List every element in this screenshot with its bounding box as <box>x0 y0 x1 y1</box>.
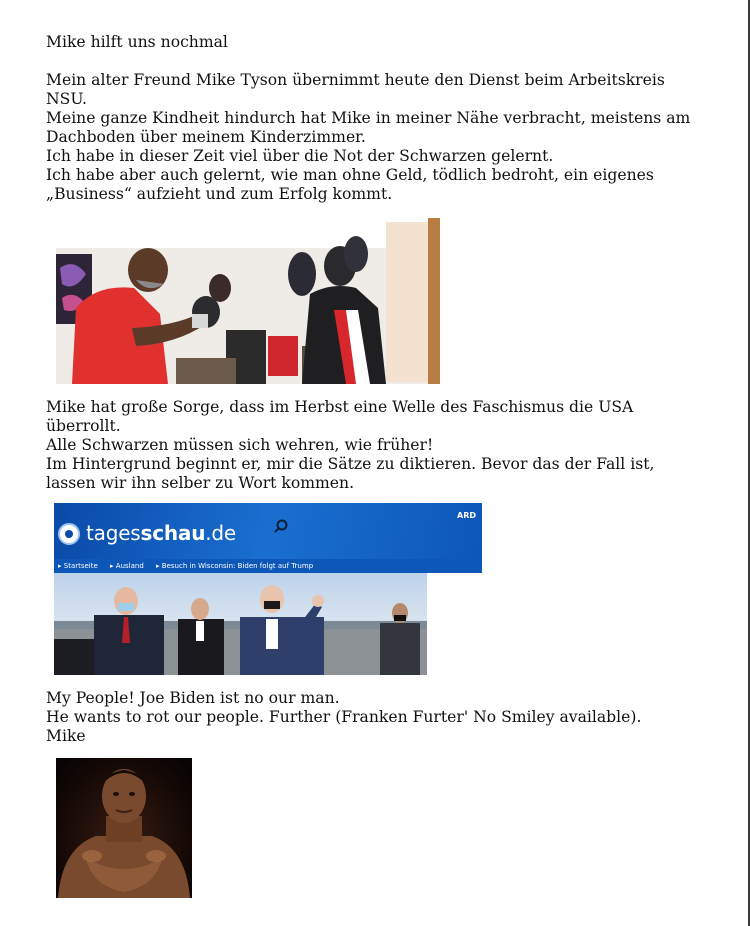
news-photo <box>54 573 427 675</box>
document-body <box>46 33 706 898</box>
intro-paragraph-1: Mein alter Freund Mike Tyson übernimmt heute den Dienst beim Arbeitskreis NSU. <box>46 71 665 108</box>
news-website-screenshot <box>54 503 482 675</box>
document-title: Mike hilft uns nochmal <box>46 33 228 51</box>
breadcrumb-item: ▸ Besuch in Wisconsin: Biden folgt auf Trump <box>156 562 313 570</box>
middle-paragraph-1: Mike hat große Sorge, dass im Herbst eine Welle des Faschismus die USA überrollt. <box>46 398 634 435</box>
news-logo-wordmark: tagesschau.de <box>86 521 237 545</box>
news-breadcrumb <box>54 559 482 573</box>
ard-badge: ARD <box>457 511 476 520</box>
middle-paragraph-2: Alle Schwarzen müssen sich wehren, wie früher! <box>46 436 434 454</box>
boxer-portrait-photo <box>56 758 192 898</box>
search-icon <box>274 519 288 533</box>
breadcrumb-item: ▸ Startseite <box>58 562 98 570</box>
spacer <box>46 52 706 71</box>
news-logo-icon <box>58 523 80 545</box>
closing-signature: Mike <box>46 727 86 745</box>
news-header <box>54 503 482 559</box>
closing-paragraph-1: My People! Joe Biden ist no our man. <box>46 689 340 707</box>
intro-paragraph-3: Ich habe in dieser Zeit viel über die Not der Schwarzen gelernt. <box>46 147 554 165</box>
intro-paragraph-2: Meine ganze Kindheit hindurch hat Mike in meiner Nähe verbracht, meistens am Dachboden über meinem Kinderzimmer. <box>46 109 691 146</box>
closing-paragraph-2: He wants to rot our people. Further (Franken Furter' No Smiley available). <box>46 708 642 726</box>
intro-paragraph-4: Ich habe aber auch gelernt, wie man ohne Geld, tödlich bedroht, ein eigenes „Business“ aufzieht und zum Erfolg kommt. <box>46 166 654 203</box>
boxing-training-photo <box>56 218 440 384</box>
middle-paragraph-3: Im Hintergrund beginnt er, mir die Sätze zu diktieren. Bevor das der Fall ist, lassen wir ihn selber zu Wort kommen. <box>46 455 655 492</box>
breadcrumb-item: ▸ Ausland <box>110 562 144 570</box>
